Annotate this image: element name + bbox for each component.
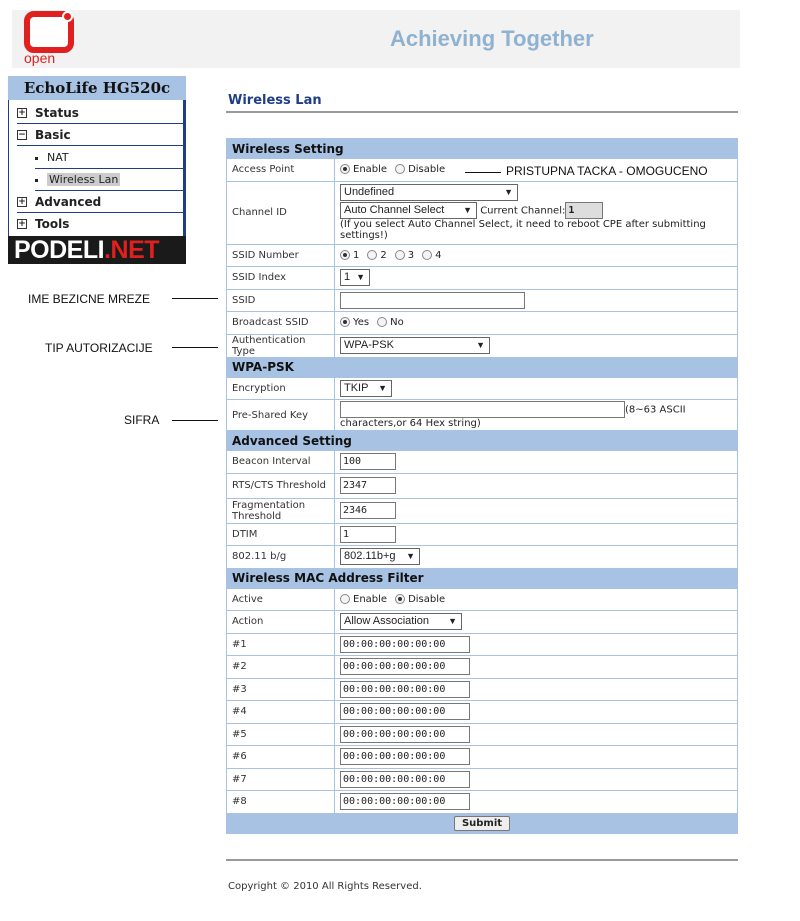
psk-input[interactable] — [340, 401, 625, 418]
section-mac-filter: Wireless MAC Address Filter — [227, 568, 738, 588]
mac-entry-input[interactable]: 00:00:00:00:00:00 — [340, 793, 470, 810]
menu-item-nat[interactable]: NAT — [35, 151, 69, 164]
mac-entry-input[interactable]: 00:00:00:00:00:00 — [340, 658, 470, 675]
annotation-line — [172, 420, 218, 421]
section-wireless-setting: Wireless Setting — [227, 139, 738, 159]
rts-input[interactable]: 2347 — [340, 477, 396, 494]
beacon-label: Beacon Interval — [227, 451, 335, 474]
logo-text: open — [24, 50, 56, 66]
annotation-access-point: PRISTUPNA TACKA - OMOGUCENO — [506, 164, 708, 178]
encryption-select[interactable]: TKIP ▼ — [340, 380, 392, 397]
broadcast-yes-radio[interactable]: Yes — [340, 317, 369, 328]
dtim-label: DTIM — [227, 523, 335, 546]
ssid-number-radio-2[interactable]: 2 — [367, 250, 386, 261]
expand-icon: + — [18, 197, 26, 207]
page-title: Wireless Lan — [228, 93, 322, 108]
divider — [226, 111, 738, 113]
ap-label: Access Point — [227, 159, 335, 182]
section-advanced-setting: Advanced Setting — [227, 431, 738, 451]
ssid-input[interactable] — [340, 292, 525, 309]
beacon-input[interactable]: 100 — [340, 453, 396, 470]
menu-label: Basic — [35, 128, 71, 142]
mac-entry-input[interactable]: 00:00:00:00:00:00 — [340, 726, 470, 743]
mac-entry-input[interactable]: 00:00:00:00:00:00 — [340, 703, 470, 720]
footer-copyright: Copyright © 2010 All Rights Reserved. — [228, 881, 422, 892]
auth-type-label: Authentication Type — [227, 334, 335, 357]
expand-icon: + — [18, 108, 26, 118]
psk-hint-b: characters,or 64 Hex string) — [340, 417, 481, 429]
mac-enable-radio[interactable]: Enable — [340, 594, 387, 605]
ssid-number-radio-1[interactable]: 1 — [340, 250, 359, 261]
wireless-form: Wireless Setting Access Point Enable Disable Channel ID Undefined ▼ Auto Channel Select ▼ Current Channel: 1 (If you select Auto Channel Select, it need to reboot CPE after submitting settings!) SSID Number 1 2 3 4 SSID Index 1 ▼ SSID Broadcast SSID Yes No Authentication Type WPA-PSK ▼ WPA-PSK Encryption TKIP ▼ Pre-Shared Key (8~63 ASCII characters,or 64 Hex string) Advanced Setting Beacon Interval 100 RTS/CTS Threshold 2347 Fragmentation Threshold 2346 DTIM 1 802.11 b/g 802.11b+g ▼ Wireless MAC Address Filter Active Enable Disable Action Allow Association ▼ #1 00:00:00:00:00:00 #2 00:00:00:00:00:00 #3 00:00:00:00:00:00 #4 00:00:00:00:00:00 #5 00:00:00:00:00:00 #6 00:00:00:00:00:00 #7 00:00:00:00:00:00 #8 00:00:00:00:00:00 Submit — [226, 138, 738, 834]
menu-item-advanced[interactable] — [17, 195, 101, 209]
section-wpa-psk: WPA-PSK — [227, 357, 738, 377]
broadcast-ssid-label: Broadcast SSID — [227, 312, 335, 335]
submit-button[interactable]: Submit — [454, 816, 510, 831]
mac-action-select[interactable]: Allow Association ▼ — [340, 613, 462, 630]
divider — [226, 859, 738, 861]
watermark-logo: PODELI.NET — [8, 236, 186, 264]
psk-label: Pre-Shared Key — [227, 400, 335, 431]
channel-select[interactable]: Undefined ▼ — [340, 184, 518, 201]
auth-type-select[interactable]: WPA-PSK ▼ — [340, 337, 490, 354]
annotation-key: SIFRA — [124, 413, 160, 427]
menu-label: Advanced — [35, 195, 102, 209]
mac-entry-input[interactable]: 00:00:00:00:00:00 — [340, 636, 470, 653]
collapse-icon: − — [18, 130, 26, 140]
dtim-input[interactable]: 1 — [340, 526, 396, 543]
mac-entry-label: #2 — [227, 656, 335, 679]
annotation-ssid: IME BEZICNE MREZE — [28, 292, 151, 306]
mac-entry-label: #1 — [227, 633, 335, 656]
annotation-line — [172, 298, 218, 299]
ssid-index-select[interactable]: 1 ▼ — [340, 269, 370, 286]
current-channel-field: 1 — [565, 202, 603, 219]
mode-label: 802.11 b/g — [227, 546, 335, 569]
mac-entry-label: #3 — [227, 678, 335, 701]
mac-entry-label: #6 — [227, 746, 335, 769]
menu-item-wireless-lan[interactable]: Wireless Lan — [35, 173, 120, 186]
broadcast-no-radio[interactable]: No — [377, 317, 404, 328]
menu-item-status[interactable] — [17, 106, 79, 120]
logo-dot — [62, 11, 73, 22]
annotation-line — [172, 347, 218, 348]
ap-enable-radio[interactable]: Enable — [340, 164, 387, 175]
menu-item-tools[interactable] — [17, 217, 69, 231]
ap-disable-radio[interactable]: Disable — [395, 164, 445, 175]
mac-entry-input[interactable]: 00:00:00:00:00:00 — [340, 748, 470, 765]
mac-disable-radio[interactable]: Disable — [395, 594, 445, 605]
channel-label: Channel ID — [227, 181, 335, 244]
ssid-number-label: SSID Number — [227, 244, 335, 267]
annotation-auth: TIP AUTORIZACIJE — [45, 341, 153, 355]
ssid-label: SSID — [227, 289, 335, 312]
mac-entry-label: #5 — [227, 723, 335, 746]
ssid-index-label: SSID Index — [227, 267, 335, 290]
annotation-line — [465, 172, 501, 173]
device-model: EchoLife HG520c — [8, 76, 186, 100]
sidebar-menu — [8, 100, 186, 236]
header-banner — [12, 10, 740, 68]
ssid-number-radio-3[interactable]: 3 — [395, 250, 414, 261]
mac-entry-label: #8 — [227, 791, 335, 814]
fragmentation-input[interactable]: 2346 — [340, 502, 396, 519]
mac-entry-label: #7 — [227, 768, 335, 791]
menu-label: Status — [35, 106, 79, 120]
mac-entry-label: #4 — [227, 701, 335, 724]
mode-select[interactable]: 802.11b+g ▼ — [340, 548, 420, 565]
slogan: Achieving Together — [390, 26, 594, 51]
auto-channel-select[interactable]: Auto Channel Select ▼ — [340, 202, 477, 219]
mac-action-label: Action — [227, 611, 335, 634]
menu-item-basic[interactable] — [17, 128, 71, 142]
channel-note: (If you select Auto Channel Select, it need to reboot CPE after submitting settings!) — [340, 219, 706, 241]
ssid-number-radio-4[interactable]: 4 — [422, 250, 441, 261]
menu-label: Tools — [35, 217, 70, 231]
encryption-label: Encryption — [227, 377, 335, 400]
expand-icon: + — [18, 219, 26, 229]
psk-hint-a: (8~63 ASCII — [625, 404, 686, 415]
fragmentation-label: Fragmentation Threshold — [227, 498, 335, 523]
rts-label: RTS/CTS Threshold — [227, 473, 335, 498]
mac-entry-input[interactable]: 00:00:00:00:00:00 — [340, 681, 470, 698]
mac-active-label: Active — [227, 588, 335, 611]
mac-entry-input[interactable]: 00:00:00:00:00:00 — [340, 771, 470, 788]
